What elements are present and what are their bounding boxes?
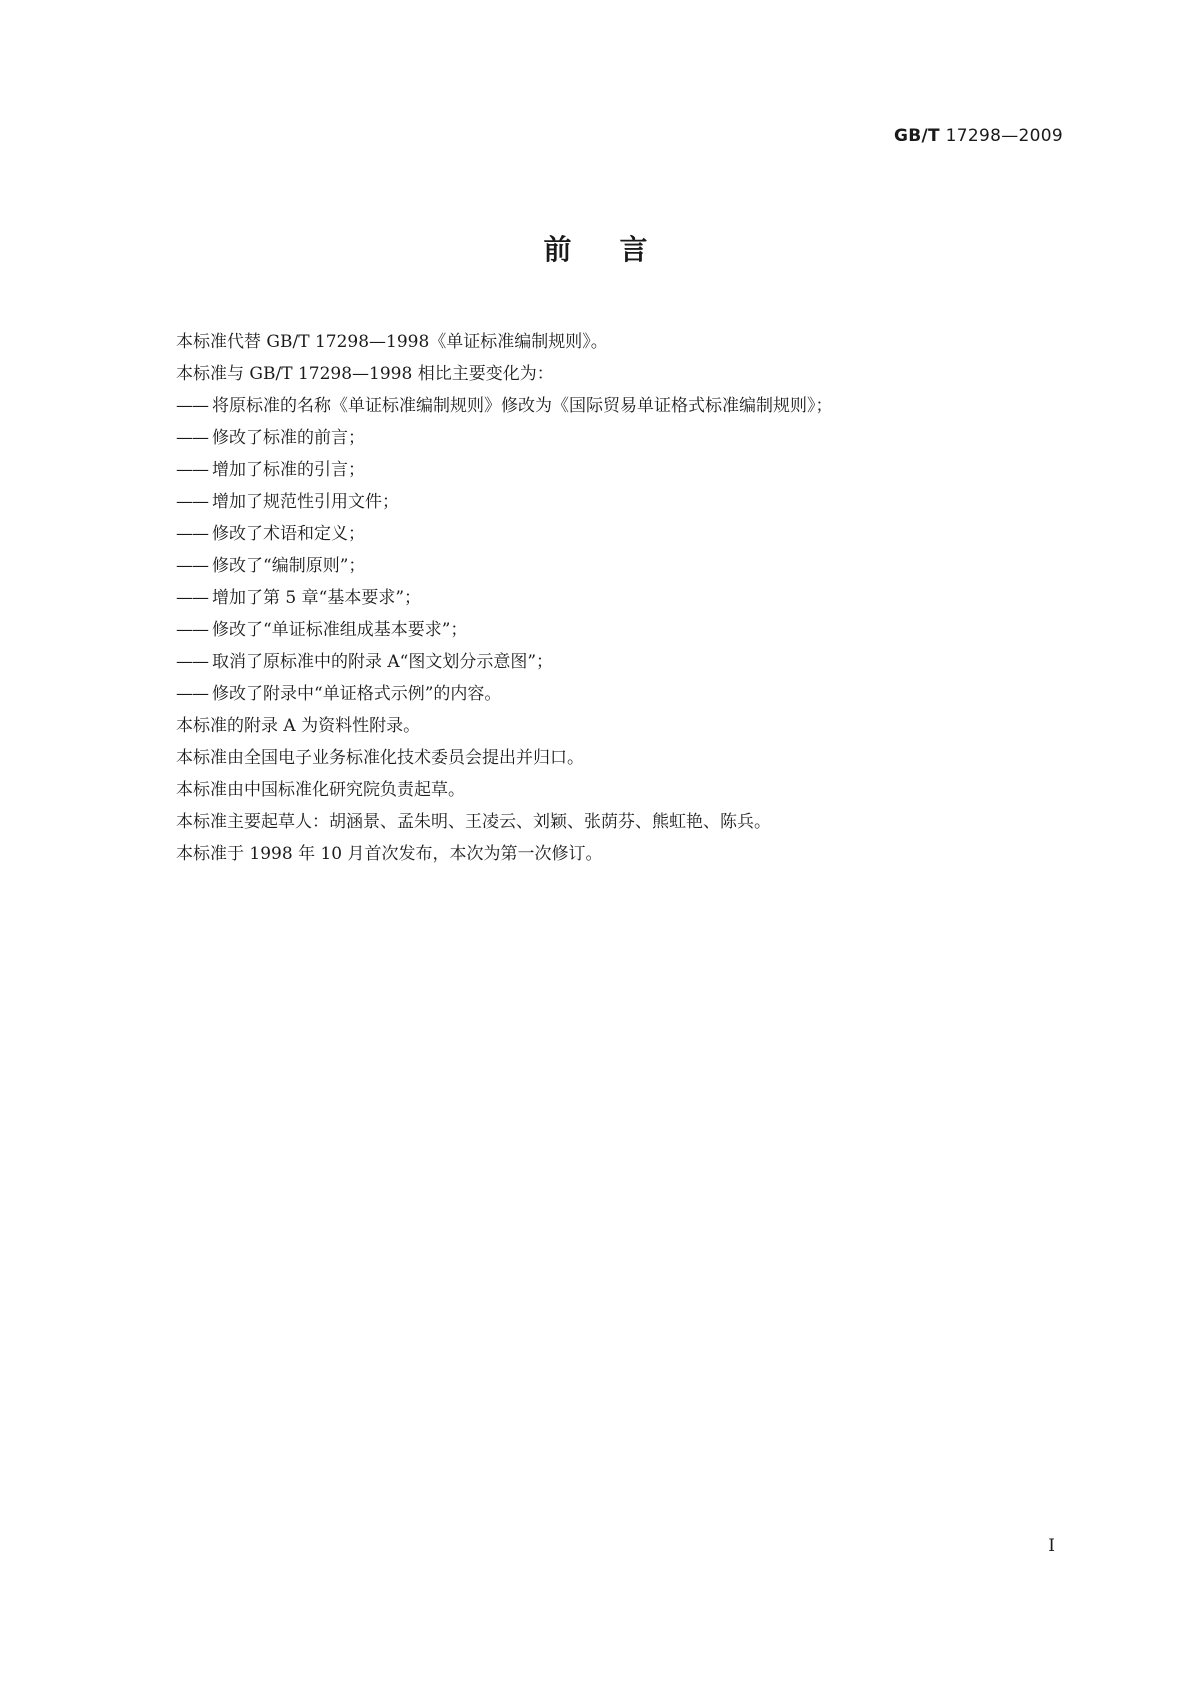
list-item-text: 取消了原标准中的附录 A“图文划分示意图”；	[212, 652, 554, 672]
standard-number-header	[894, 126, 1063, 146]
dash-marker: ——	[176, 524, 208, 544]
dash-marker: ——	[176, 428, 208, 448]
list-item	[176, 678, 1036, 710]
list-item	[176, 646, 1036, 678]
dash-marker: ——	[176, 652, 208, 672]
list-item-text: 增加了第 5 章“基本要求”；	[212, 588, 422, 608]
page-title: 前言	[543, 233, 696, 266]
standard-code: GB/T	[894, 126, 940, 146]
list-item-text: 增加了规范性引用文件；	[212, 492, 399, 512]
list-item	[176, 422, 1036, 454]
list-item-text: 修改了“单证标准组成基本要求”；	[212, 620, 468, 640]
list-item	[176, 390, 1036, 422]
dash-marker: ——	[176, 460, 208, 480]
list-item-text: 修改了术语和定义；	[212, 524, 365, 544]
list-item	[176, 582, 1036, 614]
paragraph: 本标准与 GB/T 17298—1998 相比主要变化为：	[176, 364, 554, 384]
paragraph: 本标准于 1998 年 10 月首次发布，本次为第一次修订。	[176, 844, 603, 864]
list-item-text: 修改了附录中“单证格式示例”的内容。	[212, 684, 502, 704]
paragraph: 本标准代替 GB/T 17298—1998《单证标准编制规则》。	[176, 332, 608, 352]
dash-marker: ——	[176, 492, 208, 512]
dash-marker: ——	[176, 620, 208, 640]
list-item	[176, 518, 1036, 550]
paragraph: 本标准主要起草人：胡涵景、孟朱明、王凌云、刘颖、张荫芬、熊虹艳、陈兵。	[176, 812, 771, 832]
changes-list	[176, 390, 1036, 710]
page-number: I	[1048, 1536, 1055, 1556]
dash-marker: ——	[176, 684, 208, 704]
list-item-text: 增加了标准的引言；	[212, 460, 365, 480]
list-item	[176, 454, 1036, 486]
list-item	[176, 550, 1036, 582]
list-item-text: 将原标准的名称《单证标准编制规则》修改为《国际贸易单证格式标准编制规则》；	[212, 396, 833, 416]
dash-marker: ——	[176, 556, 208, 576]
list-item-text: 修改了“编制原则”；	[212, 556, 366, 576]
paragraph: 本标准由中国标准化研究院负责起草。	[176, 780, 465, 800]
paragraph: 本标准由全国电子业务标准化技术委员会提出并归口。	[176, 748, 584, 768]
list-item	[176, 486, 1036, 518]
dash-marker: ——	[176, 396, 208, 416]
standard-number: 17298—2009	[945, 126, 1063, 146]
dash-marker: ——	[176, 588, 208, 608]
list-item	[176, 614, 1036, 646]
preface-body	[176, 326, 1036, 870]
list-item-text: 修改了标准的前言；	[212, 428, 365, 448]
paragraph: 本标准的附录 A 为资料性附录。	[176, 716, 421, 736]
